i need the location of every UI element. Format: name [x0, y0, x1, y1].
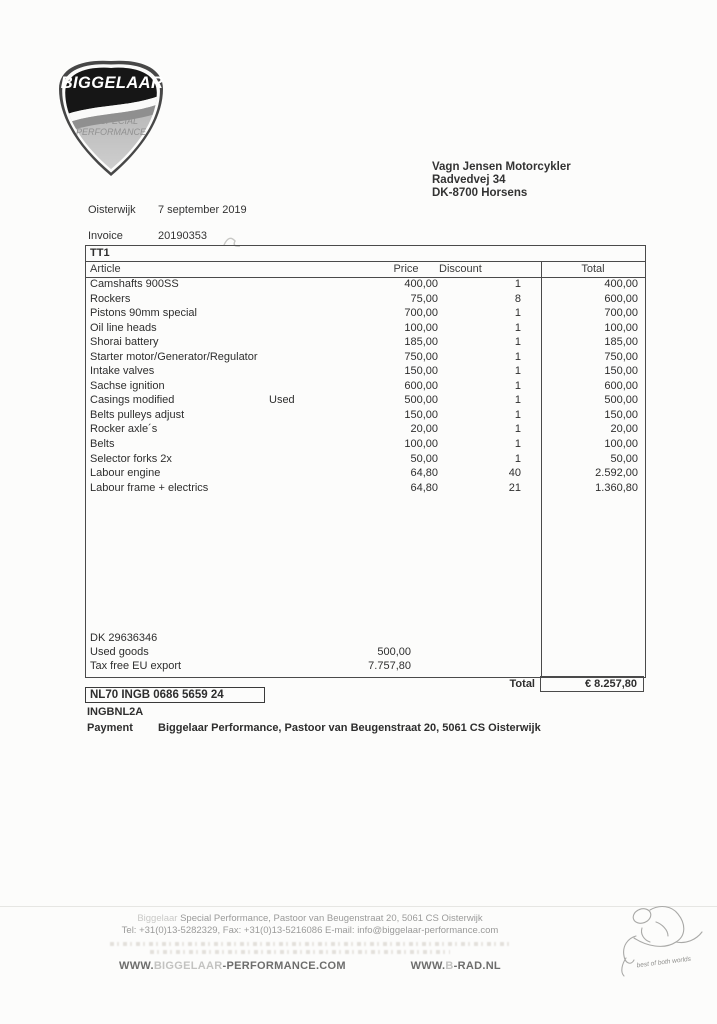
article-total: 50,00 [610, 452, 638, 465]
site2-rest: -RAD.NL [453, 960, 501, 972]
article-name: Camshafts 900SS [90, 278, 179, 290]
article-total: 100,00 [604, 438, 638, 451]
footer-separator [0, 906, 717, 907]
article-total: 150,00 [604, 408, 638, 421]
article-qty: 1 [514, 394, 521, 407]
table-header-row [86, 262, 645, 278]
used-goods-row [86, 646, 645, 660]
article-total: 1.360,80 [595, 481, 638, 494]
site2-light: B [445, 960, 454, 972]
article-name: Shorai battery [90, 336, 159, 349]
column-header-article: Article [90, 263, 121, 275]
table-body [86, 278, 645, 496]
table-row [86, 482, 645, 497]
site2-prefix: WWW. [410, 960, 446, 972]
article-price: 64,80 [410, 467, 438, 480]
invoice-table [85, 245, 646, 678]
iban-box [85, 687, 265, 703]
article-qty: 40 [508, 467, 521, 480]
footer-brand: Biggelaar [137, 913, 178, 924]
recipient-name: Vagn Jensen Motorcykler [432, 161, 571, 173]
site1-rest: -PERFORMANCE.COM [222, 960, 346, 972]
payment-details: Biggelaar Performance, Pastoor van Beugenstraat 20, 5061 CS Oisterwijk [158, 722, 541, 734]
tagline-text: best of both worlds [636, 955, 692, 970]
footer-line-2: Tel: +31(0)13-5282329, Fax: +31(0)13-5216086 E-mail: info@biggelaar-performance.com [121, 925, 499, 936]
article-name: Rocker axle´s [90, 423, 158, 436]
article-qty: 1 [514, 365, 521, 378]
article-name: Sachse ignition [90, 379, 165, 392]
article-price: 750,00 [404, 350, 438, 363]
website-brad [411, 960, 501, 972]
city-date-line [88, 204, 247, 216]
column-header-discount: Discount [439, 263, 482, 275]
article-price: 20,00 [410, 423, 438, 436]
article-total: 20,00 [610, 423, 638, 436]
article-total: 150,00 [604, 365, 638, 378]
article-price: 600,00 [404, 379, 438, 392]
article-price: 185,00 [404, 336, 438, 349]
tax-free-label: Tax free EU export [90, 660, 182, 672]
article-name: Labour engine [90, 467, 161, 480]
article-name: Labour frame + electrics [90, 481, 209, 494]
article-name: Pistons 90mm special [90, 307, 197, 320]
column-header-total: Total [581, 263, 605, 275]
used-goods-value: 500,00 [377, 646, 411, 658]
invoice-label: Invoice [88, 230, 123, 242]
article-qty: 1 [514, 452, 521, 465]
article-total: 400,00 [604, 278, 638, 290]
article-total: 185,00 [604, 336, 638, 349]
motorcycle-sketch-icon [612, 898, 710, 988]
table-row [86, 278, 645, 293]
article-price: 100,00 [404, 438, 438, 451]
article-total: 500,00 [604, 394, 638, 407]
grand-total-label: Total [509, 678, 535, 690]
biggelaar-logo [52, 58, 170, 180]
table-row [86, 409, 645, 424]
site1-light: BIGGELAAR [153, 960, 223, 972]
article-name: Belts [90, 438, 115, 451]
vat-number-row [86, 632, 645, 646]
footer-line-1 [20, 913, 600, 925]
issue-city: Oisterwijk [88, 204, 136, 216]
recipient-address [432, 161, 571, 200]
article-qty: 1 [514, 423, 521, 436]
site1-prefix: WWW. [119, 960, 154, 972]
article-price: 50,00 [410, 452, 438, 465]
footer-websites [20, 960, 600, 972]
table-row [86, 307, 645, 322]
article-price: 64,80 [410, 481, 438, 494]
article-name: Casings modified [90, 394, 175, 407]
table-row [86, 394, 645, 409]
table-row [86, 293, 645, 308]
article-price: 100,00 [404, 321, 438, 334]
table-row [86, 380, 645, 395]
article-qty: 1 [514, 379, 521, 392]
grand-total-box [540, 676, 644, 692]
tax-free-row [86, 660, 645, 674]
article-qty: 1 [514, 321, 521, 334]
article-note: Used [269, 394, 295, 407]
shield-logo-icon [52, 58, 170, 180]
invoice-number-line [88, 230, 207, 242]
article-qty: 1 [514, 307, 521, 320]
article-total: 2.592,00 [595, 467, 638, 480]
article-name: Starter motor/Generator/Regulator [90, 350, 258, 363]
article-qty: 1 [514, 336, 521, 349]
invoice-number: 20190353 [158, 230, 207, 242]
article-total: 600,00 [604, 379, 638, 392]
footer-line1-rest: Special Performance, Pastoor van Beugenstraat 20, 5061 CS Oisterwijk [177, 913, 483, 924]
table-row [86, 322, 645, 337]
article-qty: 1 [514, 438, 521, 451]
table-row [86, 351, 645, 366]
table-row [86, 453, 645, 468]
article-price: 400,00 [404, 278, 438, 290]
article-total: 750,00 [604, 350, 638, 363]
website-biggelaar [119, 960, 346, 972]
iban-number: NL70 INGB 0686 5659 24 [90, 689, 224, 701]
article-qty: 1 [514, 408, 521, 421]
article-price: 150,00 [404, 408, 438, 421]
table-row [86, 438, 645, 453]
print-through-ghost-text [110, 942, 510, 946]
print-through-ghost-text [150, 950, 450, 954]
article-price: 700,00 [404, 307, 438, 320]
article-total: 600,00 [604, 292, 638, 305]
used-goods-label: Used goods [90, 646, 149, 658]
column-header-price: Price [393, 263, 419, 275]
article-total: 700,00 [604, 307, 638, 320]
article-name: Belts pulleys adjust [90, 408, 185, 421]
logo-subtitle-2: PERFORMANCE [75, 127, 147, 137]
article-price: 150,00 [404, 365, 438, 378]
article-name: Rockers [90, 292, 131, 305]
article-total: 100,00 [604, 321, 638, 334]
payment-label: Payment [87, 722, 133, 734]
logo-subtitle-1: SPECIAL [99, 116, 139, 126]
table-row [86, 423, 645, 438]
grand-total-value: € 8.257,80 [585, 678, 637, 690]
bic-code: INGBNL2A [87, 706, 144, 718]
article-qty: 21 [508, 481, 521, 494]
logo-brand-text: BIGGELAAR [60, 74, 164, 92]
article-name: Intake valves [90, 365, 155, 378]
article-name: Selector forks 2x [90, 452, 172, 465]
issue-date: 7 september 2019 [158, 204, 247, 216]
table-group-header: TT1 [86, 246, 645, 262]
article-price: 75,00 [410, 292, 438, 305]
table-row [86, 336, 645, 351]
recipient-street: Radvedvej 34 [432, 174, 506, 186]
article-qty: 1 [514, 350, 521, 363]
article-name: Oil line heads [90, 321, 157, 334]
table-row [86, 467, 645, 482]
vat-number: DK 29636346 [90, 632, 158, 644]
article-qty: 8 [514, 292, 521, 305]
table-row [86, 365, 645, 380]
footer-address-block [20, 913, 600, 937]
article-qty: 1 [514, 278, 521, 290]
article-price: 500,00 [404, 394, 438, 407]
tax-free-value: 7.757,80 [368, 660, 411, 672]
recipient-city: DK-8700 Horsens [432, 187, 528, 199]
